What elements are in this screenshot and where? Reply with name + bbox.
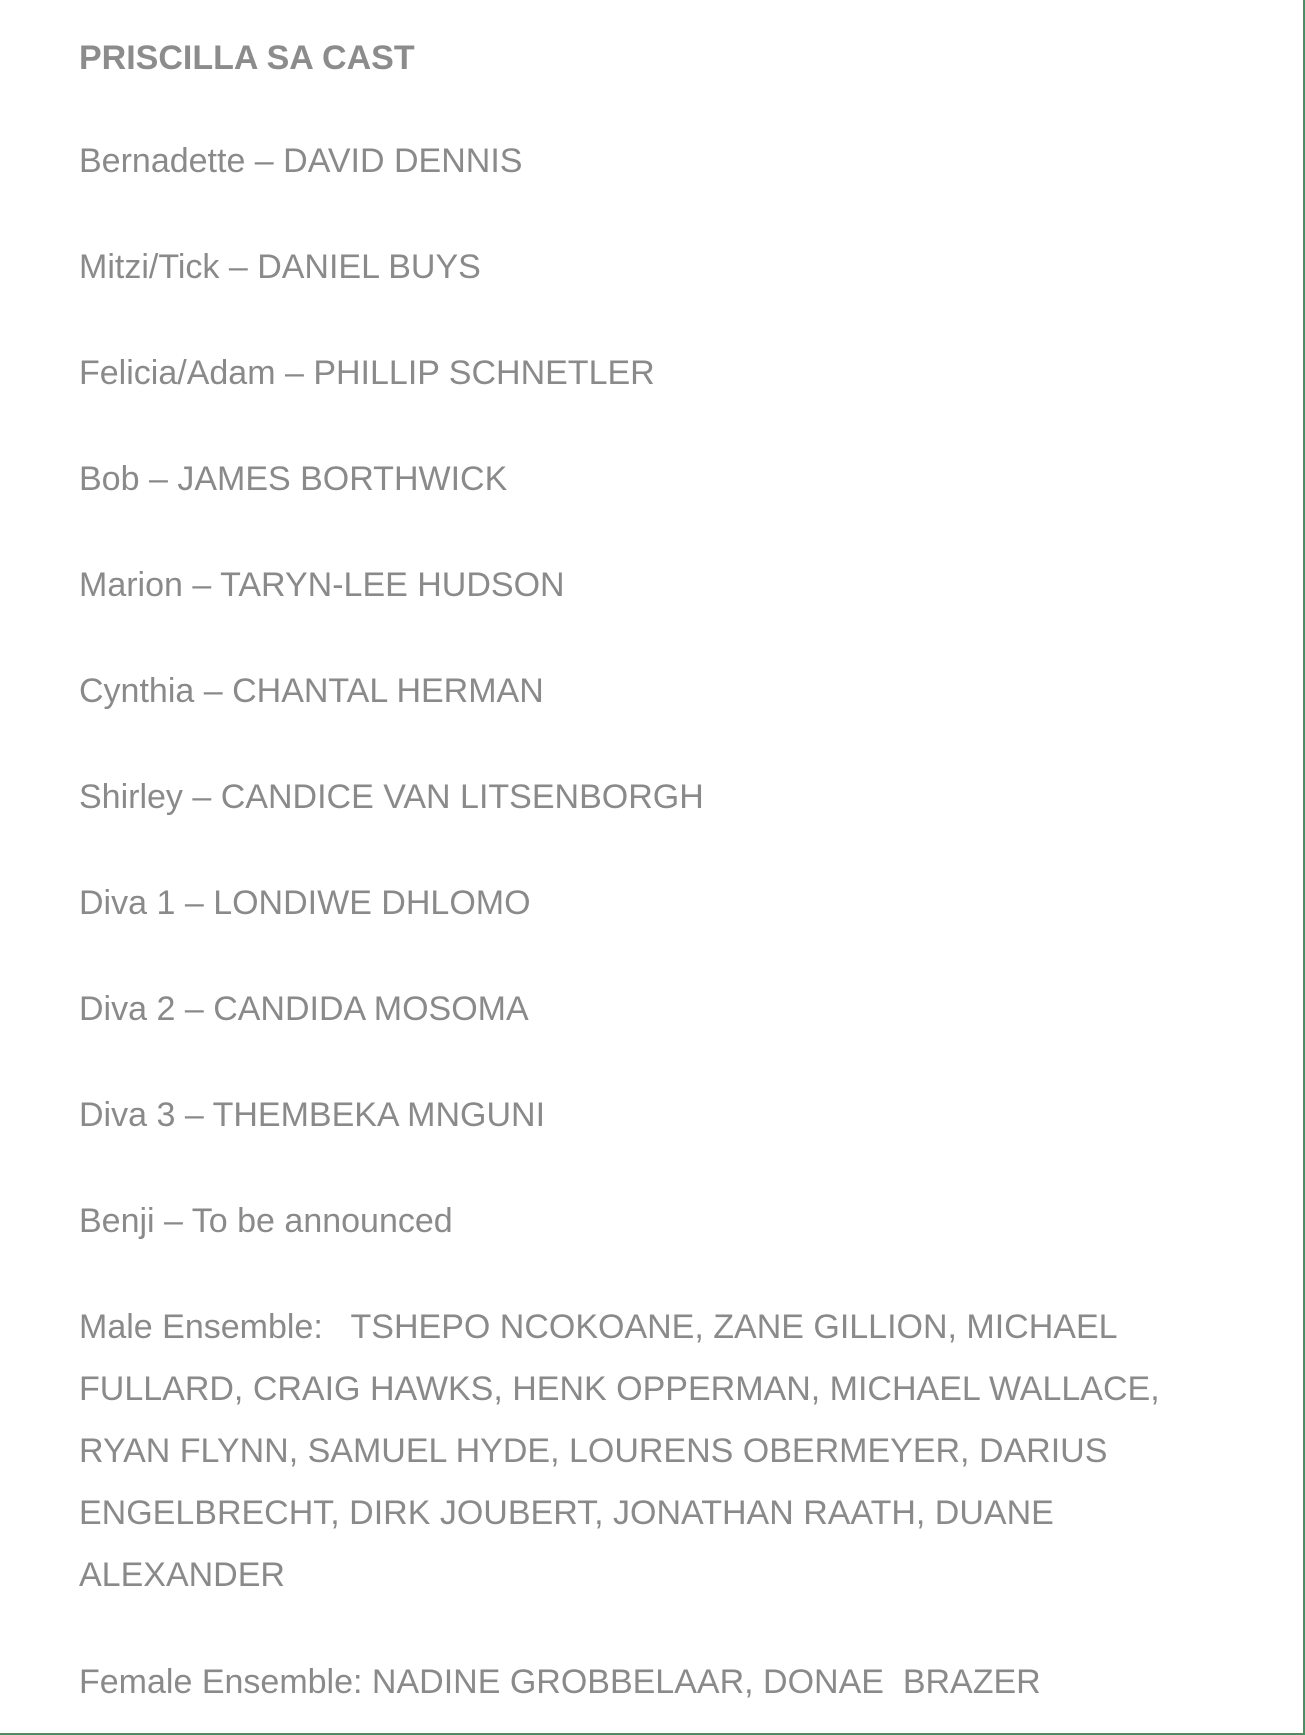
cast-entry (79, 669, 1229, 713)
cast-role: Diva 3 (79, 1096, 176, 1134)
female-ensemble-label: Female Ensemble: (79, 1663, 363, 1701)
cast-actor: TARYN-LEE HUDSON (220, 566, 565, 604)
cast-role: Mitzi/Tick (79, 248, 220, 286)
cast-entry (79, 775, 1229, 819)
cast-role: Bob (79, 460, 140, 498)
male-ensemble-paragraph (79, 1296, 1229, 1606)
cast-actor: THEMBEKA MNGUNI (212, 1096, 546, 1134)
cast-role: Felicia/Adam (79, 354, 276, 392)
cast-role: Diva 2 (79, 990, 176, 1028)
male-ensemble-label: Male Ensemble: (79, 1308, 323, 1346)
cast-actor: LONDIWE DHLOMO (213, 884, 531, 922)
cast-entry (79, 351, 1229, 395)
female-ensemble-paragraph (79, 1651, 1229, 1713)
cast-actor: CANDIDA MOSOMA (213, 990, 529, 1028)
cast-role: Bernadette (79, 142, 246, 180)
cast-actor: To be announced (191, 1202, 453, 1240)
cast-role: Marion (79, 566, 183, 604)
article-content (79, 36, 1229, 1713)
cast-actor: DAVID DENNIS (283, 142, 523, 180)
cast-entry (79, 881, 1229, 925)
cast-role: Cynthia (79, 672, 195, 710)
cast-heading: PRISCILLA SA CAST (79, 39, 415, 77)
cast-actor: JAMES BORTHWICK (177, 460, 508, 498)
cast-entry (79, 563, 1229, 607)
female-ensemble-members: NADINE GROBBELAAR, DONAE BRAZER (371, 1663, 1041, 1701)
cast-list (79, 139, 1229, 1243)
cast-actor: CHANTAL HERMAN (232, 672, 544, 710)
cast-role: Diva 1 (79, 884, 176, 922)
cast-entry (79, 457, 1229, 501)
cast-actor: PHILLIP SCHNETLER (313, 354, 655, 392)
cast-entry (79, 245, 1229, 289)
cast-entry (79, 139, 1229, 183)
cast-entry (79, 1199, 1229, 1243)
cast-entry (79, 1093, 1229, 1137)
cast-actor: CANDICE VAN LITSENBORGH (220, 778, 704, 816)
cast-role: Shirley (79, 778, 183, 816)
cast-entry (79, 987, 1229, 1031)
male-ensemble-members: TSHEPO NCOKOANE, ZANE GILLION, MICHAEL FULLARD, CRAIG HAWKS, HENK OPPERMAN, MICHAEL WALLACE, RYAN FLYNN, SAMUEL HYDE, LOURENS OBERMEYER, DARIUS ENGELBRECHT, DIRK JOUBERT, JONATHAN RAATH, DUANE ALEXANDER (79, 1308, 1160, 1594)
cast-actor: DANIEL BUYS (257, 248, 481, 286)
cast-role: Benji (79, 1202, 155, 1240)
